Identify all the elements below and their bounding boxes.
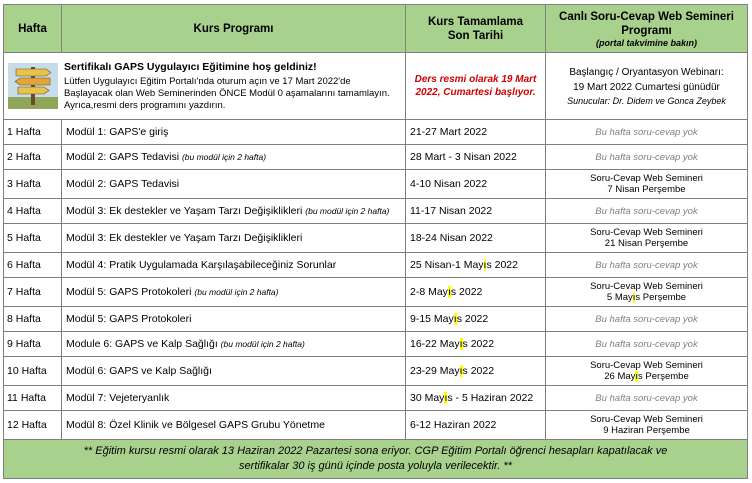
date-text-rest: s 2022	[456, 313, 489, 325]
schedule-row	[4, 120, 748, 145]
webinar-title: Soru-Cevap Web Semineri	[590, 173, 703, 184]
deadline-cell	[406, 307, 546, 332]
header-webinar-line2: Programı	[621, 24, 672, 37]
week-cell: 1 Hafta	[4, 120, 62, 145]
date-highlight: ı	[447, 286, 451, 298]
webinar-date-highlight: ı	[635, 371, 639, 382]
module-title: Modül 2: GAPS Tedavisi	[66, 178, 180, 190]
webinar-cell	[546, 199, 748, 224]
webinar-cell	[546, 411, 748, 440]
deadline-cell	[406, 170, 546, 199]
deadline-cell	[406, 278, 546, 307]
module-cell	[62, 253, 406, 278]
module-cell	[62, 170, 406, 199]
week-cell: 3 Hafta	[4, 170, 62, 199]
deadline-cell	[406, 145, 546, 170]
module-cell	[62, 357, 406, 386]
date-text: 11-17 Nisan 2022	[410, 205, 493, 217]
no-webinar-note: Bu hafta soru-cevap yok	[595, 205, 698, 217]
welcome-body: Lütfen Uygulayıcı Eğitim Portalı'nda oturum açın ve 17 Mart 2022'de Başlayacak olan Web Seminerinden ÖNCE Modül 0 aşamalarını tamamlayın. Ayrıca,resmi ders programını yazdırın.	[64, 75, 390, 111]
module-note: (bu modül için 2 hafta)	[181, 152, 267, 162]
module-cell	[62, 307, 406, 332]
date-text-rest: s 2022	[462, 365, 495, 377]
orientation-webinar-date: 19 Mart 2022 Cumartesi günüdür	[573, 82, 720, 93]
deadline-cell	[406, 253, 546, 278]
header-webinar-line1: Canlı Soru-Cevap Web Semineri	[559, 10, 734, 23]
deadline-cell	[406, 357, 546, 386]
webinar-title: Soru-Cevap Web Semineri	[590, 414, 703, 425]
course-start-note: Ders resmi olarak 19 Mart 2022, Cumartesi başlıyor.	[414, 74, 537, 98]
webinar-cell	[546, 170, 748, 199]
module-cell	[62, 120, 406, 145]
week-cell: 2 Hafta	[4, 145, 62, 170]
module-cell	[62, 332, 406, 357]
date-text: 18-24 Nisan 2022	[410, 232, 493, 244]
header-program: Kurs Programı	[62, 5, 406, 53]
module-title: Modül 8: Özel Klinik ve Bölgesel GAPS Grubu Yönetme	[66, 419, 325, 431]
webinar-cell	[546, 253, 748, 278]
module-cell	[62, 386, 406, 411]
webinar-title: Soru-Cevap Web Semineri	[590, 227, 703, 238]
header-deadline	[406, 5, 546, 53]
webinar-cell	[546, 357, 748, 386]
schedule-row	[4, 332, 748, 357]
header-webinar-sub: (portal takvimine bakın)	[595, 37, 698, 48]
deadline-cell	[406, 199, 546, 224]
webinar-date-highlight: ı	[632, 292, 636, 303]
no-webinar-note: Bu hafta soru-cevap yok	[595, 392, 698, 404]
deadline-cell	[406, 120, 546, 145]
week-cell: 9 Hafta	[4, 332, 62, 357]
week-cell: 4 Hafta	[4, 199, 62, 224]
no-webinar-note: Bu hafta soru-cevap yok	[595, 126, 698, 138]
no-webinar-note: Bu hafta soru-cevap yok	[595, 259, 698, 271]
deadline-cell	[406, 224, 546, 253]
module-title: Modül 6: GAPS ve Kalp Sağlığı	[66, 365, 212, 377]
webinar-cell	[546, 278, 748, 307]
date-text: 4-10 Nisan 2022	[410, 178, 488, 190]
week-cell: 6 Hafta	[4, 253, 62, 278]
date-text-rest: s 2022	[486, 259, 518, 271]
module-note: (bu modül için 2 hafta)	[305, 206, 390, 216]
header-week: Hafta	[4, 5, 62, 53]
week-cell: 7 Hafta	[4, 278, 62, 307]
schedule-row	[4, 170, 748, 199]
welcome-row	[4, 53, 748, 120]
date-highlight: ı	[483, 259, 487, 271]
module-cell	[62, 199, 406, 224]
module-note: (bu modül için 2 hafta)	[194, 287, 279, 297]
no-webinar-note: Bu hafta soru-cevap yok	[595, 338, 698, 350]
webinar-cell	[546, 386, 748, 411]
webinar-cell	[546, 145, 748, 170]
module-title: Modül 5: GAPS Protokoleri	[66, 313, 192, 325]
footer-note	[4, 440, 748, 479]
schedule-row	[4, 253, 748, 278]
webinar-date: 9 Haziran Perşembe	[603, 425, 690, 436]
footer-line1: ** Eğitim kursu resmi olarak 13 Haziran 2022 Pazartesi sona eriyor. CGP Eğitim Portalı öğrenci hesapları kapatılacak ve	[83, 445, 668, 457]
date-text: 16-22 May	[410, 338, 460, 350]
date-text: 21-27 Mart 2022	[410, 126, 488, 138]
orientation-webinar-title: Başlangıç / Oryantasyon Webinarı:	[569, 67, 724, 78]
webinar-cell	[546, 224, 748, 253]
welcome-deadline	[406, 53, 546, 120]
webinar-date: 5 May	[606, 292, 633, 303]
webinar-title: Soru-Cevap Web Semineri	[590, 360, 703, 371]
module-cell	[62, 145, 406, 170]
date-highlight: ı	[459, 338, 463, 350]
date-highlight: ı	[453, 313, 457, 325]
webinar-date: 26 May	[604, 371, 636, 382]
signpost-icon	[8, 63, 58, 109]
webinar-cell	[546, 332, 748, 357]
schedule-row	[4, 278, 748, 307]
module-title: Module 6: GAPS ve Kalp Sağlığı	[66, 338, 221, 350]
module-title: Modül 5: GAPS Protokoleri	[66, 286, 195, 298]
welcome-title: Sertifikalı GAPS Uygulayıcı Eğitimine hoş geldiniz!	[64, 60, 317, 73]
module-title: Modül 1: GAPS'e giriş	[66, 126, 169, 138]
welcome-intro	[8, 61, 401, 112]
webinar-date-rest: s Perşembe	[638, 371, 689, 382]
module-note: (bu modül için 2 hafta)	[220, 339, 305, 349]
module-title: Modül 4: Pratik Uygulamada Karşılaşabileceğiniz Sorunlar	[66, 259, 337, 271]
date-highlight: ı	[459, 365, 463, 377]
date-text: 6-12 Haziran 2022	[410, 419, 497, 431]
date-text: 9-15 May	[410, 313, 454, 325]
module-cell	[62, 411, 406, 440]
webinar-title: Soru-Cevap Web Semineri	[590, 281, 703, 292]
module-title: Modül 3: Ek destekler ve Yaşam Tarzı Değişiklikleri	[66, 232, 303, 244]
deadline-cell	[406, 332, 546, 357]
date-text-rest: s 2022	[450, 286, 483, 298]
header-deadline-line1: Kurs Tamamlama	[427, 15, 524, 28]
webinar-date-rest: s Perşembe	[635, 292, 687, 303]
schedule-row	[4, 307, 748, 332]
schedule-row	[4, 386, 748, 411]
week-cell: 5 Hafta	[4, 224, 62, 253]
webinar-date: 21 Nisan Perşembe	[604, 238, 689, 249]
schedule-row	[4, 145, 748, 170]
no-webinar-note: Bu hafta soru-cevap yok	[595, 313, 698, 325]
module-cell	[62, 278, 406, 307]
week-cell: 8 Hafta	[4, 307, 62, 332]
date-text: 25 Nisan-1 May	[410, 259, 484, 271]
webinar-date: 7 Nisan Perşembe	[607, 184, 686, 195]
module-cell	[62, 224, 406, 253]
date-text: 23-29 May	[410, 365, 460, 377]
schedule-row	[4, 199, 748, 224]
webinar-cell	[546, 307, 748, 332]
schedule-row	[4, 411, 748, 440]
module-title: Modül 7: Vejeteryanlık	[66, 392, 170, 404]
date-highlight: ı	[444, 392, 448, 404]
schedule-table	[3, 4, 748, 479]
footer-row	[4, 440, 748, 479]
module-title: Modül 3: Ek destekler ve Yaşam Tarzı Değişiklikleri	[66, 205, 306, 217]
week-cell: 12 Hafta	[4, 411, 62, 440]
date-text-rest: s - 5 Haziran 2022	[447, 392, 534, 404]
welcome-text	[64, 61, 401, 112]
date-text: 2-8 May	[410, 286, 448, 298]
module-title: Modül 2: GAPS Tedavisi	[66, 151, 182, 163]
schedule-row	[4, 224, 748, 253]
deadline-cell	[406, 386, 546, 411]
deadline-cell	[406, 411, 546, 440]
date-text-rest: s 2022	[462, 338, 495, 350]
week-cell: 10 Hafta	[4, 357, 62, 386]
no-webinar-note: Bu hafta soru-cevap yok	[595, 151, 698, 163]
week-cell: 11 Hafta	[4, 386, 62, 411]
speakers: Sunucular: Dr. Didem ve Gonca Zeybek	[567, 96, 726, 106]
signpost-cell	[4, 53, 406, 120]
webinar-cell	[546, 120, 748, 145]
course-schedule	[3, 4, 748, 479]
header-webinar	[546, 5, 748, 53]
footer-line2: sertifikalar 30 iş günü içinde posta yoluyla verilecektir. **	[239, 460, 512, 472]
date-text: 30 May	[410, 392, 445, 404]
date-text: 28 Mart - 3 Nisan 2022	[410, 151, 517, 163]
welcome-webinar	[546, 53, 748, 120]
header-deadline-line2: Son Tarihi	[447, 29, 504, 42]
header-row	[4, 5, 748, 53]
schedule-row	[4, 357, 748, 386]
